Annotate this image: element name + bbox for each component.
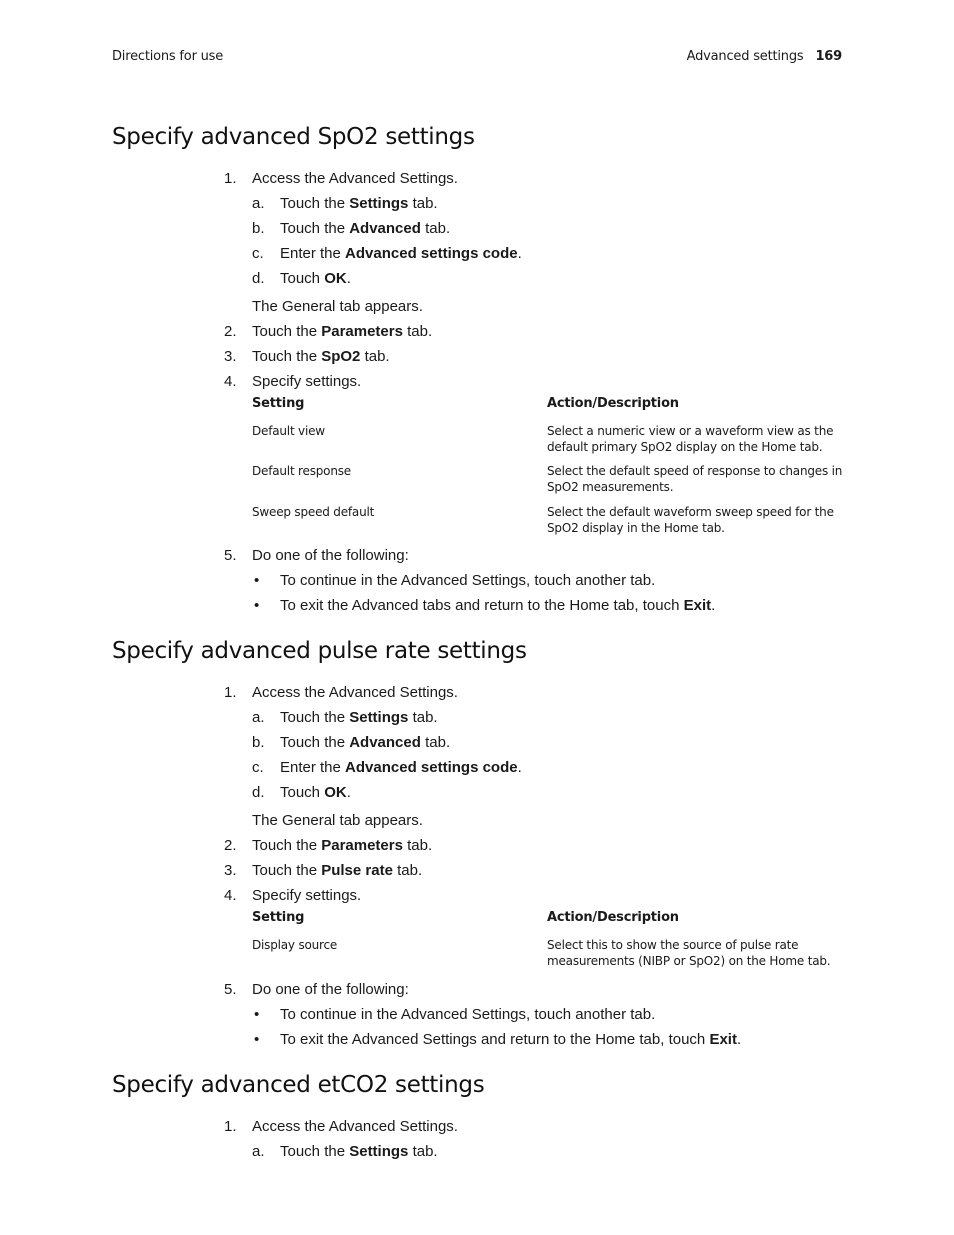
section-title-pulse-rate: Specify advanced pulse rate settings [112,638,527,664]
substep-d: d. Touch OK. [252,270,351,287]
header-section: Advanced settings [686,49,804,64]
general-tab-note: The General tab appears. [252,812,423,829]
substep-b: b. Touch the Advanced tab. [252,734,451,751]
substep-c: c. Enter the Advanced settings code. [252,759,522,776]
bullet-item: • To exit the Advanced Settings and return to the Home tab, touch Exit. [254,1031,742,1048]
bullet-item: • To continue in the Advanced Settings, touch another tab. [254,1006,656,1023]
table-cell-description: Select this to show the source of pulse rate measurements (NIBP or SpO2) on the Home tab. [547,938,831,968]
substep-a: a. Touch the Settings tab. [252,1143,438,1160]
table-cell-setting: Display source [252,938,338,952]
step-1: 1. Access the Advanced Settings. [224,1118,458,1135]
substep-c: c. Enter the Advanced settings code. [252,245,522,262]
step-4: 4. Specify settings. [224,887,362,904]
section-title-spo2: Specify advanced SpO2 settings [112,124,475,150]
bullet-item: • To continue in the Advanced Settings, touch another tab. [254,572,656,589]
step-3: 3. Touch the SpO2 tab. [224,348,390,365]
substep-a: a. Touch the Settings tab. [252,195,438,212]
general-tab-note: The General tab appears. [252,298,423,315]
running-header-left: Directions for use [112,49,224,64]
substep-a: a. Touch the Settings tab. [252,709,438,726]
step-5: 5. Do one of the following: [224,547,409,564]
table-header-action: Action/Description [547,910,679,925]
table-header-setting: Setting [252,910,305,925]
table-cell-setting: Sweep speed default [252,505,375,519]
step-2: 2. Touch the Parameters tab. [224,837,433,854]
table-cell-description: Select the default waveform sweep speed for the SpO2 display in the Home tab. [547,505,834,535]
substep-b: b. Touch the Advanced tab. [252,220,451,237]
table-header-setting: Setting [252,396,305,411]
step-3: 3. Touch the Pulse rate tab. [224,862,423,879]
table-cell-setting: Default response [252,464,351,478]
bullet-item: • To exit the Advanced tabs and return to the Home tab, touch Exit. [254,597,716,614]
table-header-action: Action/Description [547,396,679,411]
step-4: 4. Specify settings. [224,373,362,390]
step-1: 1. Access the Advanced Settings. [224,684,458,701]
page-number: 169 [815,49,842,64]
table-cell-setting: Default view [252,424,325,438]
running-header-right [687,49,842,64]
step-5: 5. Do one of the following: [224,981,409,998]
step-2: 2. Touch the Parameters tab. [224,323,433,340]
step-1: 1. Access the Advanced Settings. [224,170,458,187]
substep-d: d. Touch OK. [252,784,351,801]
table-cell-description: Select the default speed of response to changes in SpO2 measurements. [547,464,843,494]
table-cell-description: Select a numeric view or a waveform view as the default primary SpO2 display on the Home tab. [547,424,834,454]
section-title-etco2: Specify advanced etCO2 settings [112,1072,485,1098]
